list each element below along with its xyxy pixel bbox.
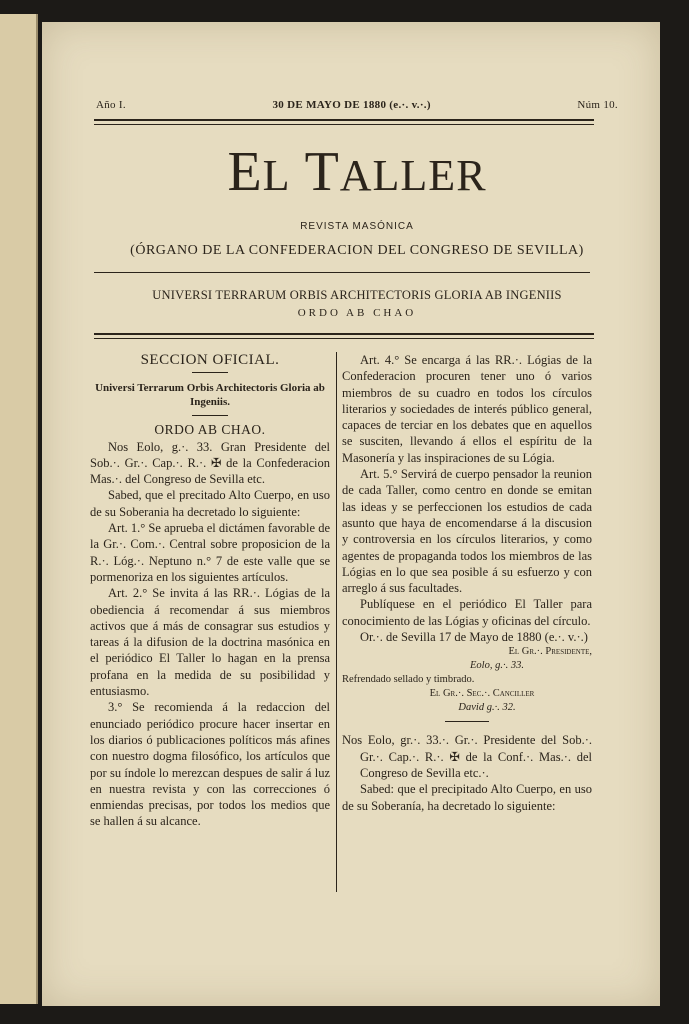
section-heading: SECCION OFICIAL. [140,352,280,368]
issue-date: 30 DE MAYO DE 1880 (e.·. v.·.) [272,99,431,111]
newspaper-page [42,22,660,1006]
invocation: Universi Terrarum Orbis Architectoris Gloria ab Ingeniis. [95,382,325,409]
masthead-bottom-rule [94,333,594,335]
invocation-rule [192,415,228,416]
publication-order: Publíquese en el periódico El Taller para conocimiento de las Lógias y oficinas del círculo. [342,597,592,628]
signature-chancellor-name: David g.·. 32. [458,702,516,714]
decree-separator [445,721,489,722]
masthead-ordo: ORDO AB CHAO [297,307,417,319]
signature-chancellor-title: El Gr.·. Sec.·. Canciller [429,688,535,700]
signature-president-name: Eolo, g.·. 33. [470,660,524,672]
second-decree-sabed: Sabed: que el precipitado Alto Cuerpo, en uso de su Soberanía, ha decretado lo siguiente: [342,782,592,813]
masthead-organ: (ÓRGANO DE LA CONFEDERACION DEL CONGRESO DE SEVILLA) [130,243,584,258]
article-3: 3.° Se recomienda á la redaccion del enunciado periódico procure hacer insertar en los diarios ó publicaciones políticos más afines con nuestro dogma filosófico, los artículos que por su índole lo merezcan despues de salir á luz en nuestra revista y con las correcciones ó enmiendas precisas, por todos los medios que se hallen á su alcance. [90,700,330,829]
issue-number: Núm 10. [577,99,618,111]
column-divider [336,352,337,892]
article-4: Art. 4.° Se encarga á las RR.·. Lógias de la Confederacion procuren tener uno ó varios miembros de su cuadro en todos los círculos literarios y sociedades de interés público general, capaces de terciar en los debates que en aquellos se susciten, llevando á ellos el espíritu de la Masonería y las inspiraciones de su Lógia. [342,353,592,465]
header-rule [94,119,594,121]
left-column [90,352,330,830]
masthead-motto: UNIVERSI TERRARUM ORBIS ARCHITECTORIS GLORIA AB INGENIIS [152,288,562,302]
article-1: Art. 1.° Se aprueba el dictámen favorable de la Gr.·. Com.·. Central sobre proposicion de la R.·. Lóg.·. Neptuno n.° 7 de este valle que se pormenoriza en los siguientes artículos. [90,521,330,584]
article-5: Art. 5.° Servirá de cuerpo pensador la reunion de cada Taller, como centro en donde se emitan las ideas y se perfeccionen los estudios de cada asunto que haya de encomendarse á la discusion y controversia en los círculos literarios, y como agentes de propaganda todos los miembros de las Lógias en lo que sea posible á su esfuerzo y con arreglo á sus facultades. [342,467,592,596]
right-column [342,352,592,814]
article-2: Art. 2.° Se invita á las RR.·. Lógias de la obediencia á recomendar á sus miembros activos que á más de consagrar sus estudios y tareas á la difusion de la doctrina masónica en el periódico El Taller lo hagan en la prensa profana en la medida de su posibilidad y entusiasmo. [90,586,330,699]
ordo-heading: ORDO AB CHAO. [154,422,266,438]
refrendado-line: Refrendado sellado y timbrado. [342,674,475,686]
issue-year: Año I. [96,99,126,111]
section-rule [192,372,228,373]
issue-meta [96,99,618,111]
masthead-subtitle: REVISTA MASÓNICA [300,221,414,232]
signature-president-title: El Gr.·. Presidente, [508,646,592,658]
decree-sabed: Sabed, que el precitado Alto Cuerpo, en uso de su Soberania ha decretado lo siguiente: [90,488,330,519]
facing-page-edge [0,14,38,1004]
organ-rule [94,272,590,273]
dateline: Or.·. de Sevilla 17 de Mayo de 1880 (e.·. v.·.) [360,630,588,645]
masthead-title: EL TALLER [227,141,487,203]
second-decree-intro: Nos Eolo, gr.·. 33.·. Gr.·. Presidente del Sob.·. Gr.·. Cap.·. R.·. ✠ de la Conf.·. Mas.·. del Congreso de Sevilla etc.·. [342,733,592,780]
decree-intro: Nos Eolo, g.·. 33. Gran Presidente del Sob.·. Gr.·. Cap.·. R.·. ✠ de la Confederacion Mas.·. del Congreso de Sevilla etc. [90,439,330,487]
